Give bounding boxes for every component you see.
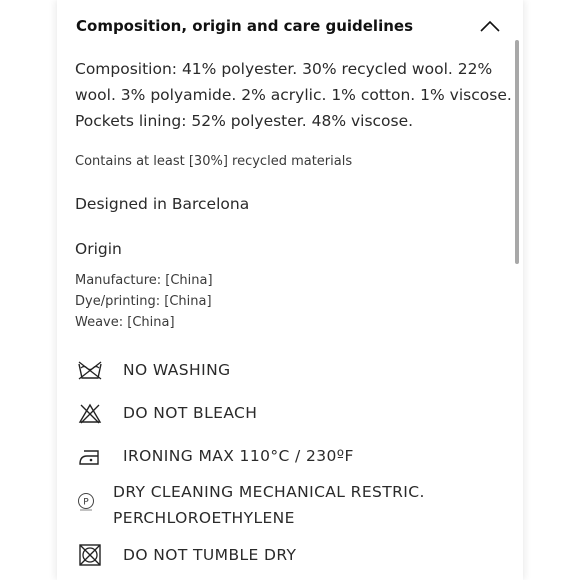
care-item-ironing bbox=[76, 443, 354, 469]
composition-line: wool. 3% polyamide. 2% acrylic. 1% cotton. 1% viscose. bbox=[75, 86, 512, 104]
origin-dye-printing: Dye/printing: [China] bbox=[75, 294, 212, 309]
care-label: NO WASHING bbox=[123, 361, 231, 379]
care-item-do-not-tumble-dry bbox=[76, 542, 296, 568]
care-label: DRY CLEANING MECHANICAL RESTRIC. bbox=[113, 483, 425, 501]
care-label: IRONING MAX 110°C / 230ºF bbox=[123, 447, 354, 465]
section-header[interactable] bbox=[76, 14, 504, 38]
care-label: DO NOT TUMBLE DRY bbox=[123, 546, 297, 564]
do-not-tumble-dry-icon bbox=[76, 542, 112, 568]
do-not-bleach-icon bbox=[76, 400, 112, 426]
care-label-group bbox=[113, 479, 425, 531]
origin-list bbox=[75, 270, 213, 333]
composition-line: Composition: 41% polyester. 30% recycled wool. 22% bbox=[75, 60, 493, 78]
section-title: Composition, origin and care guidelines bbox=[76, 17, 413, 35]
chevron-up-icon bbox=[479, 19, 501, 33]
recycled-note: Contains at least [30%] recycled materials bbox=[75, 154, 353, 169]
care-item-no-washing bbox=[76, 357, 230, 383]
scrollbar-thumb[interactable] bbox=[515, 40, 519, 264]
svg-text:P: P bbox=[83, 497, 89, 508]
origin-weave: Weave: [China] bbox=[75, 315, 175, 330]
composition-text bbox=[75, 56, 512, 134]
care-label: PERCHLOROETHYLENE bbox=[113, 509, 295, 527]
care-item-dry-cleaning bbox=[76, 479, 425, 531]
care-item-do-not-bleach bbox=[76, 400, 257, 426]
origin-manufacture: Manufacture: [China] bbox=[75, 273, 213, 288]
origin-heading: Origin bbox=[75, 240, 122, 258]
designed-in: Designed in Barcelona bbox=[75, 195, 250, 213]
no-washing-icon bbox=[76, 357, 112, 383]
composition-line: Pockets lining: 52% polyester. 48% viscose. bbox=[75, 112, 414, 130]
dry-clean-p-icon bbox=[76, 488, 113, 514]
care-label: DO NOT BLEACH bbox=[123, 404, 258, 422]
iron-icon bbox=[76, 443, 112, 469]
collapse-button[interactable] bbox=[478, 16, 502, 36]
